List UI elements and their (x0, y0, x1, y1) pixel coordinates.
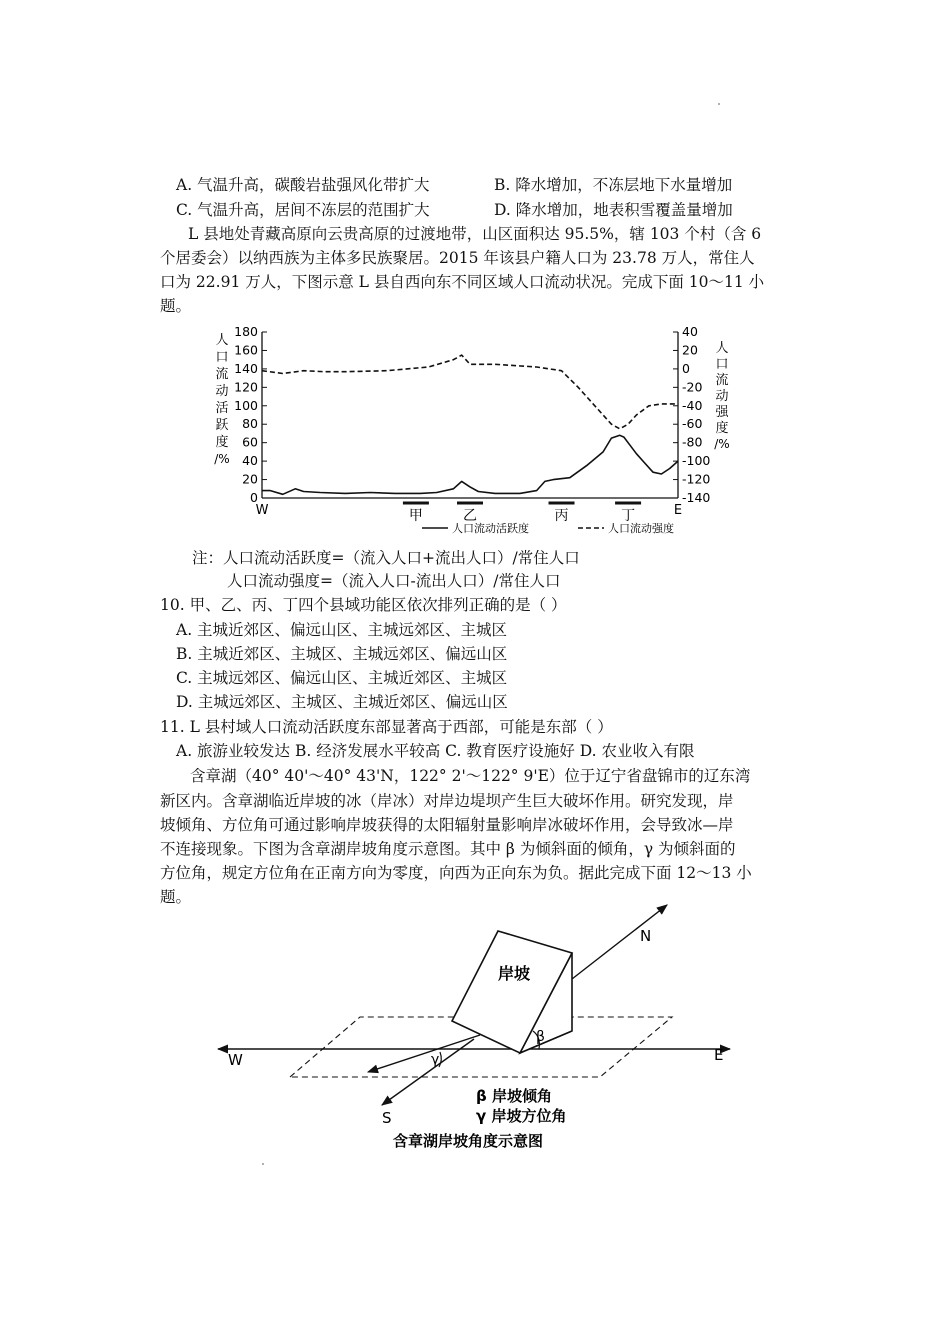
q9-option-d: D. 降水增加，地表积雪覆盖量增加 (494, 201, 733, 219)
left-axis-label-char: 动 (215, 384, 229, 399)
passage1-line3: 口为 22.91 万人，下图示意 L 县自西向东不同区域人口流动状况。完成下面 10～11 小 (160, 273, 765, 291)
right-axis-label-char: 口 (715, 357, 729, 372)
left-axis-label-unit: /% (214, 452, 230, 466)
slope-angle-diagram (200, 895, 760, 1160)
left-tick-label: 0 (250, 490, 258, 505)
x-end-label: E (673, 503, 683, 518)
activity-series-line (262, 435, 678, 494)
left-tick-label: 100 (234, 397, 258, 413)
right-tick-label: 40 (682, 324, 698, 339)
population-flow-chart (200, 322, 730, 544)
passage1-line1: L 县地处青藏高原向云贵高原的过渡地带，山区面积达 95.5%，辖 103 个村（含 6 (188, 225, 762, 243)
gamma-arc (439, 1052, 441, 1067)
north-arrow (572, 905, 667, 979)
passage2-line5: 方位角，规定方位角在正南方向为零度，向西为正向东为负。据此完成下面 12～13 小 (160, 864, 752, 882)
left-axis-label-char: 度 (215, 435, 229, 450)
beta-legend: β 岸坡倾角 (476, 1087, 552, 1105)
slope-direction-arrow (368, 1035, 480, 1072)
q9-option-c: C. 气温升高，居间不冻层的范围扩大 (176, 201, 430, 219)
passage2-line4: 不连接现象。下图为含章湖岸坡角度示意图。其中 β 为倾斜面的倾角，γ 为倾斜面的 (160, 840, 736, 858)
right-tick-label: -20 (682, 379, 703, 395)
right-axis-label-unit: /% (714, 437, 730, 451)
q9-option-a: A. 气温升高，碳酸岩盐强风化带扩大 (176, 176, 430, 194)
region-label: 乙 (463, 508, 477, 524)
gamma-label: γ (431, 1052, 440, 1068)
gamma-legend: γ 岸坡方位角 (476, 1107, 567, 1125)
right-axis-label-char: 强 (715, 405, 729, 420)
left-tick-label: 160 (234, 342, 258, 358)
speck (262, 1163, 264, 1165)
legend-dashed-label: 人口流动强度 (608, 522, 674, 535)
right-axis-label-char: 流 (715, 373, 729, 388)
west-label: W (228, 1051, 243, 1069)
x-start-label: W (255, 503, 269, 518)
right-tick-label: -80 (682, 434, 703, 450)
left-axis-label-char: 活 (215, 401, 229, 416)
right-axis-label-char: 人 (715, 341, 729, 356)
south-label: S (382, 1109, 392, 1127)
note-line1: 注：人口流动活跃度=（流入人口+流出人口）/常住人口 (192, 549, 580, 567)
passage2-line1: 含章湖（40° 40'～40° 43'N，122° 2'～122° 9'E）位于辽宁省盘锦市的辽东湾 (190, 767, 751, 785)
passage2-line3: 坡倾角、方位角可通过影响岸坡获得的太阳辐射量影响岸冰破坏作用，会导致冰—岸 (160, 816, 734, 834)
right-tick-label: -100 (682, 453, 711, 469)
right-tick-label: -140 (682, 490, 711, 505)
passage2-line6: 题。 (160, 888, 192, 906)
note-line2: 人口流动强度=（流入人口-流出人口）/常住人口 (227, 572, 561, 590)
region-label: 丙 (554, 508, 569, 524)
left-tick-label: 40 (242, 453, 258, 469)
left-axis-label-char: 人 (215, 333, 229, 348)
q10-option-d: D. 主城远郊区、主城区、主城近郊区、偏远山区 (176, 693, 508, 711)
region-label: 丁 (621, 508, 636, 524)
left-tick-label: 80 (242, 416, 258, 432)
slope-label: 岸坡 (498, 964, 531, 983)
east-label: E (714, 1046, 724, 1064)
q10-option-c: C. 主城远郊区、偏远山区、主城近郊区、主城区 (176, 669, 508, 687)
left-axis-label-char: 口 (215, 350, 229, 365)
q9-option-b: B. 降水增加，不冻层地下水量增加 (494, 176, 733, 194)
left-tick-label: 140 (234, 360, 258, 376)
passage1-line4: 题。 (160, 297, 192, 315)
left-tick-label: 60 (242, 434, 258, 450)
right-tick-label: -40 (682, 397, 703, 413)
q11-stem: 11. L 县村域人口流动活跃度东部显著高于西部，可能是东部（ ） (160, 718, 613, 736)
beta-label: β (536, 1029, 545, 1045)
intensity-series-line (262, 355, 678, 429)
speck (718, 103, 720, 105)
right-tick-label: 0 (682, 360, 690, 376)
right-tick-label: -120 (682, 471, 711, 487)
q10-option-b: B. 主城近郊区、主城区、主城远郊区、偏远山区 (176, 645, 508, 663)
left-axis-label-char: 流 (215, 367, 229, 382)
passage2-line2: 新区内。含章湖临近岸坡的冰（岸冰）对岸边堤坝产生巨大破坏作用。研究发现，岸 (160, 792, 734, 810)
left-axis-label-char: 跃 (215, 418, 229, 433)
q10-stem: 10. 甲、乙、丙、丁四个县域功能区依次排列正确的是（ ） (160, 596, 567, 614)
right-tick-label: 20 (682, 342, 698, 358)
left-tick-label: 180 (234, 324, 258, 339)
right-axis-label-char: 动 (715, 389, 729, 404)
q10-option-a: A. 主城近郊区、偏远山区、主城远郊区、主城区 (176, 621, 508, 639)
legend-solid-label: 人口流动活跃度 (452, 522, 529, 535)
diagram-caption: 含章湖岸坡角度示意图 (393, 1132, 544, 1150)
north-label: N (640, 927, 652, 945)
right-axis-label-char: 度 (715, 421, 729, 436)
q11-options: A. 旅游业较发达 B. 经济发展水平较高 C. 教育医疗设施好 D. 农业收入有限 (176, 742, 695, 760)
region-label: 甲 (408, 508, 423, 524)
right-tick-label: -60 (682, 416, 703, 432)
left-tick-label: 120 (234, 379, 258, 395)
passage1-line2: 个居委会）以纳西族为主体多民族聚居。2015 年该县户籍人口为 23.78 万人，常住人 (160, 249, 755, 267)
left-tick-label: 20 (242, 471, 258, 487)
